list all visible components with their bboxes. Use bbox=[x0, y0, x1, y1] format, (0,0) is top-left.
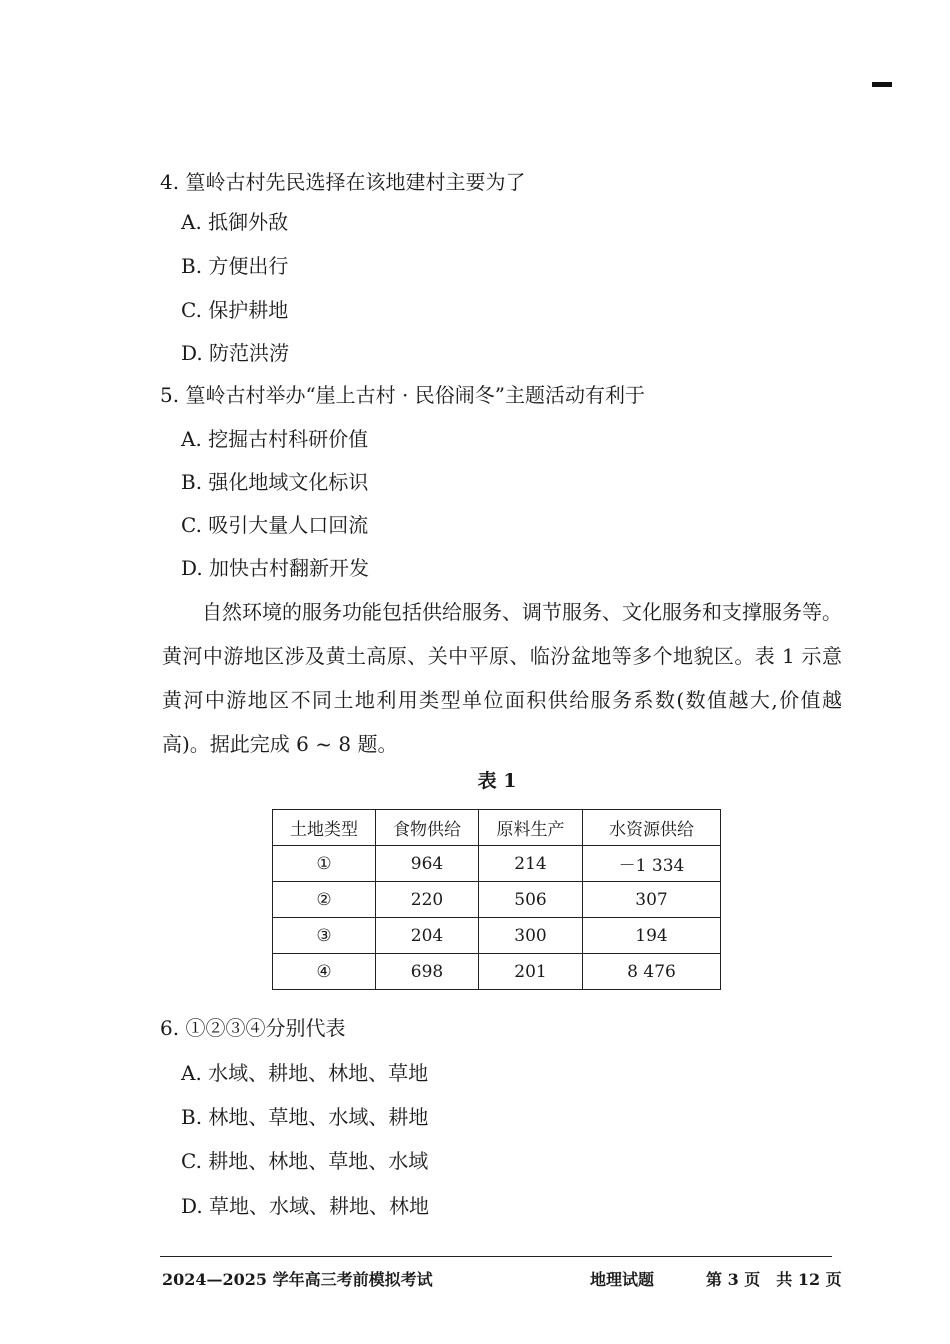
table-cell: 506 bbox=[479, 882, 583, 918]
table-cell: 220 bbox=[376, 882, 479, 918]
table-row bbox=[273, 954, 721, 990]
table-cell: 300 bbox=[479, 918, 583, 954]
question-6-option-d: D. 草地、水域、耕地、林地 bbox=[181, 1194, 430, 1218]
question-6-option-c: C. 耕地、林地、草地、水域 bbox=[181, 1149, 429, 1173]
question-6-option-b: B. 林地、草地、水域、耕地 bbox=[181, 1105, 429, 1129]
table-cell: ② bbox=[273, 882, 376, 918]
table-cell: ① bbox=[273, 846, 376, 882]
footer-page-number: 第 3 页 共 12 页 bbox=[706, 1270, 842, 1289]
table-caption: 表 1 bbox=[477, 770, 517, 792]
table-cell: 214 bbox=[479, 846, 583, 882]
question-4-option-c: C. 保护耕地 bbox=[181, 298, 289, 322]
footer-divider bbox=[160, 1256, 832, 1257]
table-header-cell: 原料生产 bbox=[479, 810, 583, 846]
table-row bbox=[273, 846, 721, 882]
question-4-option-d: D. 防范洪涝 bbox=[181, 341, 290, 365]
table-cell: 204 bbox=[376, 918, 479, 954]
question-5-option-d: D. 加快古村翻新开发 bbox=[181, 556, 370, 580]
table-header-cell: 水资源供给 bbox=[583, 810, 721, 846]
supply-service-table bbox=[272, 809, 721, 990]
question-4-stem: 4. 篁岭古村先民选择在该地建村主要为了 bbox=[160, 170, 526, 194]
reading-passage bbox=[162, 590, 842, 766]
footer-exam-title: 2024—2025 学年高三考前模拟考试 bbox=[162, 1270, 433, 1289]
table-row bbox=[273, 882, 721, 918]
question-5-stem: 5. 篁岭古村举办“崖上古村 · 民俗闹冬”主题活动有利于 bbox=[160, 383, 645, 407]
table-cell: －1 334 bbox=[583, 846, 721, 882]
table-cell: 8 476 bbox=[583, 954, 721, 990]
table-cell: 201 bbox=[479, 954, 583, 990]
corner-registration-mark bbox=[872, 82, 892, 87]
footer-subject: 地理试题 bbox=[590, 1270, 655, 1289]
question-5-option-c: C. 吸引大量人口回流 bbox=[181, 513, 369, 537]
question-6-stem: 6. ①②③④分别代表 bbox=[160, 1016, 346, 1040]
question-6-option-a: A. 水域、耕地、林地、草地 bbox=[181, 1061, 429, 1085]
question-4-option-a: A. 抵御外敌 bbox=[181, 210, 289, 234]
table-header-cell: 土地类型 bbox=[273, 810, 376, 846]
question-5-option-b: B. 强化地域文化标识 bbox=[181, 470, 369, 494]
table-cell: ④ bbox=[273, 954, 376, 990]
passage-text: 自然环境的服务功能包括供给服务、调节服务、文化服务和支撑服务等。黄河中游地区涉及黄土高原、关中平原、临汾盆地等多个地貌区。表 1 示意黄河中游地区不同土地利用类型单位面积供给服务系数(数值越大,价值越高)。据此完成 6 ~ 8 题。 bbox=[162, 600, 842, 756]
question-4-option-b: B. 方便出行 bbox=[181, 254, 289, 278]
table-cell: ③ bbox=[273, 918, 376, 954]
table-cell: 194 bbox=[583, 918, 721, 954]
question-5-option-a: A. 挖掘古村科研价值 bbox=[181, 427, 369, 451]
table-header-row bbox=[273, 810, 721, 846]
table-cell: 964 bbox=[376, 846, 479, 882]
table-cell: 698 bbox=[376, 954, 479, 990]
table-row bbox=[273, 918, 721, 954]
table-cell: 307 bbox=[583, 882, 721, 918]
table-header-cell: 食物供给 bbox=[376, 810, 479, 846]
